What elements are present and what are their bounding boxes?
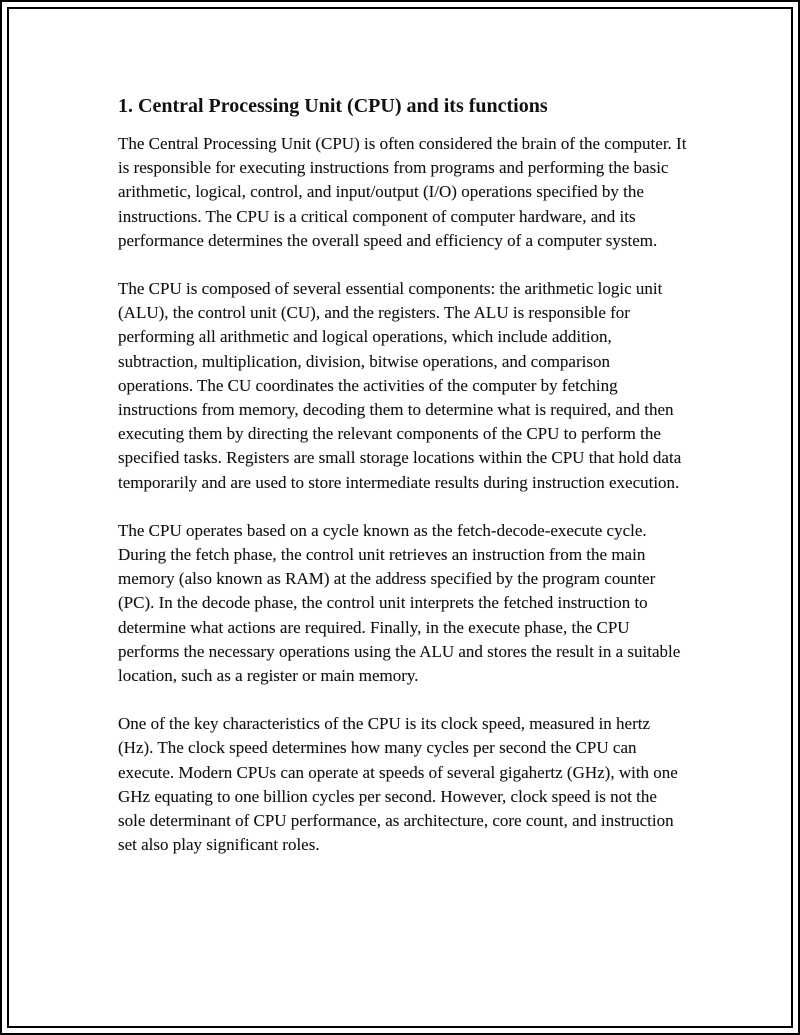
paragraph-clock-speed: One of the key characteristics of the CPU is its clock speed, measured in hertz (Hz). The clock speed determines how many cycles per second the CPU can execute. Modern CPUs can operate at speeds of several gigahertz (GHz), with one GHz equating to one billion cycles per second. However, clock speed is not the sole determinant of CPU performance, as architecture, core count, and instruction set also play significant roles. <box>118 714 678 855</box>
paragraph-cpu-overview: The Central Processing Unit (CPU) is often considered the brain of the computer. It is responsible for executing instructions from programs and performing the basic arithmetic, logical, control, and input/output (I/O) operations specified by the instructions. The CPU is a critical component of computer hardware, and its performance determines the overall speed and efficiency of a computer system. <box>118 134 687 250</box>
document-body <box>118 92 688 881</box>
paragraph-cpu-components: The CPU is composed of several essential components: the arithmetic logic unit (ALU), the control unit (CU), and the registers. The ALU is responsible for performing all arithmetic and logical operations, which include addition, subtraction, multiplication, division, bitwise operations, and comparison operations. The CU coordinates the activities of the computer by fetching instructions from memory, decoding them to determine what is required, and then executing them by directing the relevant components of the CPU to perform the specified tasks. Registers are small storage locations within the CPU that hold data temporarily and are used to store intermediate results during instruction execution. <box>118 279 682 492</box>
section-heading: 1. Central Processing Unit (CPU) and its functions <box>118 95 548 117</box>
paragraph-fetch-decode-execute: The CPU operates based on a cycle known as the fetch-decode-execute cycle. During the fetch phase, the control unit retrieves an instruction from the main memory (also known as RAM) at the address specified by the program counter (PC). In the decode phase, the control unit interprets the fetched instruction to determine what actions are required. Finally, in the execute phase, the CPU performs the necessary operations using the ALU and stores the result in a suitable location, such as a register or main memory. <box>118 520 681 686</box>
